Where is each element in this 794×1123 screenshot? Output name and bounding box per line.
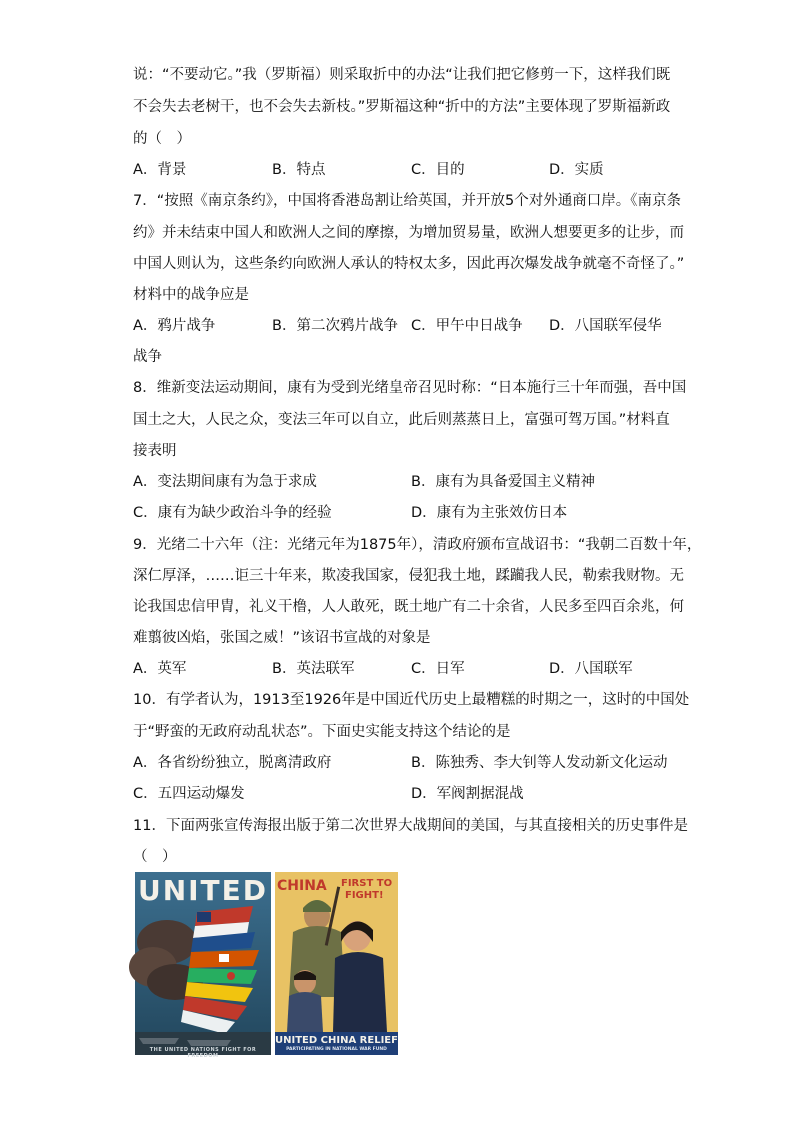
china-poster-footer: UNITED CHINA RELIEF <box>275 1035 398 1046</box>
q9-stem-line-3: 论我国忠信甲胄，礼义干橹，人人敢死，既土地广有二十余省，人民多至四百余兆，何 <box>133 599 684 615</box>
q8-option-c[interactable]: C．康有为缺少政治斗争的经验 <box>133 505 332 521</box>
q10-option-b[interactable]: B．陈独秀、李大钊等人发动新文化运动 <box>411 755 668 771</box>
q10-option-c[interactable]: C．五四运动爆发 <box>133 786 245 802</box>
q9-option-d[interactable]: D．八国联军 <box>549 661 633 677</box>
q6-option-c[interactable]: C．目的 <box>411 162 465 178</box>
poster-images <box>135 872 398 1059</box>
q7-option-c[interactable]: C．甲午中日战争 <box>411 318 523 334</box>
china-poster-footer-sub: PARTICIPATING IN NATIONAL WAR FUND <box>286 1047 387 1052</box>
q7-stem-line-3: 中国人则认为，这些条约向欧洲人承认的特权太多，因此再次爆发战争就毫不奇怪了。” <box>133 256 685 272</box>
q11-stem-line-2: （ ） <box>133 849 177 865</box>
q7-stem-line-2: 约》并未结束中国人和欧洲人之间的摩擦，为增加贸易量，欧洲人想要更多的让步，而 <box>133 225 684 241</box>
q6-option-d[interactable]: D．实质 <box>549 162 604 178</box>
q9-option-c[interactable]: C．日军 <box>411 661 465 677</box>
q7-option-d[interactable]: D．八国联军侵华 <box>549 318 662 334</box>
united-poster-footer: THE UNITED NATIONS FIGHT FOR FREEDOM <box>149 1047 257 1059</box>
q8-stem-line-3: 接表明 <box>133 443 177 459</box>
q7-stem-line-1: 7．“按照《南京条约》，中国将香港岛割让给英国，并开放5个对外通商口岸。《南京条 <box>133 193 681 209</box>
china-relief-poster <box>275 872 398 1055</box>
q10-option-d[interactable]: D．军阀割据混战 <box>411 786 524 802</box>
q6-option-a[interactable]: A．背景 <box>133 162 187 178</box>
q6-option-b[interactable]: B．特点 <box>272 162 326 178</box>
united-poster-title: UNITED <box>137 874 269 907</box>
q10-option-a[interactable]: A．各省纷纷独立，脱离清政府 <box>133 755 332 771</box>
q11-stem-line-1: 11．下面两张宣传海报出版于第二次世界大战期间的美国，与其直接相关的历史事件是 <box>133 818 688 834</box>
q7-stem-line-4: 材料中的战争应是 <box>133 287 249 303</box>
q6-line-3: 的（ ） <box>133 131 191 147</box>
q9-stem-line-1: 9．光绪二十六年（注：光绪元年为1875年），清政府颁布宣战诏书：“我朝二百数十年， <box>133 537 702 553</box>
china-poster-slogan-line-2: FIGHT! <box>345 890 384 901</box>
q8-stem-line-2: 国土之大，人民之众，变法三年可以自立，此后则蒸蒸日上，富强可驾万国。”材料直 <box>133 412 670 428</box>
q9-stem-line-2: 深仁厚泽，……讵三十年来，欺凌我国家，侵犯我土地，蹂躏我人民，勒索我财物。无 <box>133 568 684 584</box>
q7-option-b[interactable]: B．第二次鸦片战争 <box>272 318 398 334</box>
china-poster-slogan-line-1: FIRST TO <box>341 878 393 889</box>
q8-stem-line-1: 8．维新变法运动期间，康有为受到光绪皇帝召见时称：“日本施行三十年而强，吾中国 <box>133 380 687 396</box>
q8-option-a[interactable]: A．变法期间康有为急于求成 <box>133 474 317 490</box>
china-poster-title: CHINA <box>277 878 327 894</box>
q8-option-d[interactable]: D．康有为主张效仿日本 <box>411 505 568 521</box>
q7-option-a[interactable]: A．鸦片战争 <box>133 318 216 334</box>
q6-line-1: 说：“不要动它。”我（罗斯福）则采取折中的办法“让我们把它修剪一下，这样我们既 <box>133 67 671 83</box>
q8-option-b[interactable]: B．康有为具备爱国主义精神 <box>411 474 595 490</box>
q10-stem-line-1: 10．有学者认为，1913至1926年是中国近代历史上最糟糕的时期之一，这时的中国处 <box>133 692 690 708</box>
q9-stem-line-4: 难翦彼凶焰，张国之威！”该诏书宣战的对象是 <box>133 630 431 646</box>
united-nations-poster <box>135 872 271 1059</box>
q10-stem-line-2: 于“野蛮的无政府动乱状态”。下面史实能支持这个结论的是 <box>133 724 511 740</box>
q9-option-b[interactable]: B．英法联军 <box>272 661 355 677</box>
q6-line-2: 不会失去老树干，也不会失去新枝。”罗斯福这种“折中的方法”主要体现了罗斯福新政 <box>133 99 671 115</box>
q7-option-d-wrap: 战争 <box>133 349 162 365</box>
q9-option-a[interactable]: A．英军 <box>133 661 187 677</box>
